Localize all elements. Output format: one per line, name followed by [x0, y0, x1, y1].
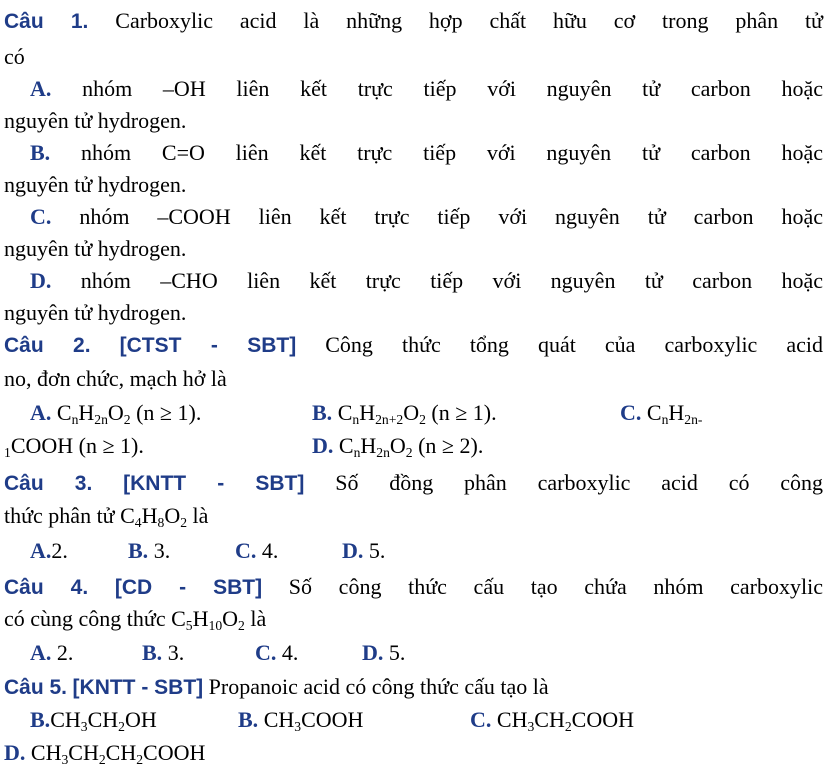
q2-label: Câu 2.: [4, 334, 91, 357]
q1-stem-line2: có: [4, 44, 25, 69]
q1-option-a: A. nhóm –OH liên kết trực tiếp với nguyên tử carbon hoặc: [30, 76, 823, 101]
q5-stem-line1: Câu 5. [KNTT - SBT] Propanoic acid có công thức cấu tạo là: [4, 674, 549, 699]
q2-option-b: B. $C_nH_{2n+2}O_2$ (n ≥ 1).: [312, 400, 497, 427]
q4-option-d: D. 5.: [362, 640, 406, 665]
q2-option-c: C. $C_nH_{2n-}$: [620, 400, 703, 427]
q1-stem-text: Carboxylic acid là những hợp chất hữu cơ trong phân tử: [115, 8, 823, 33]
q3-stem-line1: Câu 3. [KNTT - SBT] Số đồng phân carboxylic acid có công: [4, 470, 824, 495]
q4-option-c: C. 4.: [255, 640, 299, 665]
q3-option-d: D. 5.: [342, 538, 386, 563]
q5-option-b: B. $CH_3COOH$: [238, 707, 364, 734]
q3-option-a: A.2.: [30, 538, 68, 563]
q1-option-a-line2: nguyên tử hydrogen.: [4, 108, 187, 133]
q2-tag: [CTST - SBT]: [119, 334, 297, 357]
q3-tag: [KNTT - SBT]: [123, 472, 305, 495]
q1-label: Câu 1.: [4, 10, 89, 33]
q5-option-d: D. $CH_3CH_2CH_2COOH$: [4, 740, 206, 767]
q1-option-d-line2: nguyên tử hydrogen.: [4, 300, 187, 325]
q5-label: Câu 5.: [4, 676, 68, 699]
q4-label: Câu 4.: [4, 576, 89, 599]
q2-option-c-cont: $_1$COOH (n ≥ 1).: [4, 433, 144, 460]
q4-tag: [CD - SBT]: [114, 576, 263, 599]
q1-option-b: B. nhóm C=O liên kết trực tiếp với nguyên tử carbon hoặc: [30, 140, 824, 165]
q2-stem-line1: Câu 2. [CTST - SBT] Công thức tổng quát của carboxylic acid: [4, 332, 824, 357]
q4-stem-line2: có cùng công thức $C_5H_{10}O_2$ là: [4, 606, 267, 633]
q1-option-c: C. nhóm –COOH liên kết trực tiếp với nguyên tử carbon hoặc: [30, 204, 823, 229]
q4-option-b: B. 3.: [142, 640, 185, 665]
q3-option-b: B. 3.: [128, 538, 171, 563]
q1-option-c-line2: nguyên tử hydrogen.: [4, 236, 187, 261]
q1-option-d: D. nhóm –CHO liên kết trực tiếp với nguyên tử carbon hoặc: [30, 268, 823, 293]
q5-tag: [KNTT - SBT]: [72, 676, 204, 699]
q1-option-b-line2: nguyên tử hydrogen.: [4, 172, 187, 197]
q2-option-d: D. $C_nH_{2n}O_2$ (n ≥ 2).: [312, 433, 484, 460]
q5-option-a: $B.CH_3CH_2OH$: [30, 707, 157, 734]
q2-option-a: A. $C_nH_{2n}O_2$ (n ≥ 1).: [30, 400, 202, 427]
q3-stem-line2: thức phân tử $C_4H_8O_2$ là: [4, 503, 209, 530]
q4-stem-line1: Câu 4. [CD - SBT] Số công thức cấu tạo chứa nhóm carboxylic: [4, 574, 823, 599]
q4-option-a: A. 2.: [30, 640, 74, 665]
q3-label: Câu 3.: [4, 472, 93, 495]
q1-stem-line1: [4, 8, 823, 35]
q2-stem-line2: no, đơn chức, mạch hở là: [4, 366, 227, 391]
q5-option-c: C. $CH_3CH_2COOH$: [470, 707, 634, 734]
q3-option-c: C. 4.: [235, 538, 279, 563]
